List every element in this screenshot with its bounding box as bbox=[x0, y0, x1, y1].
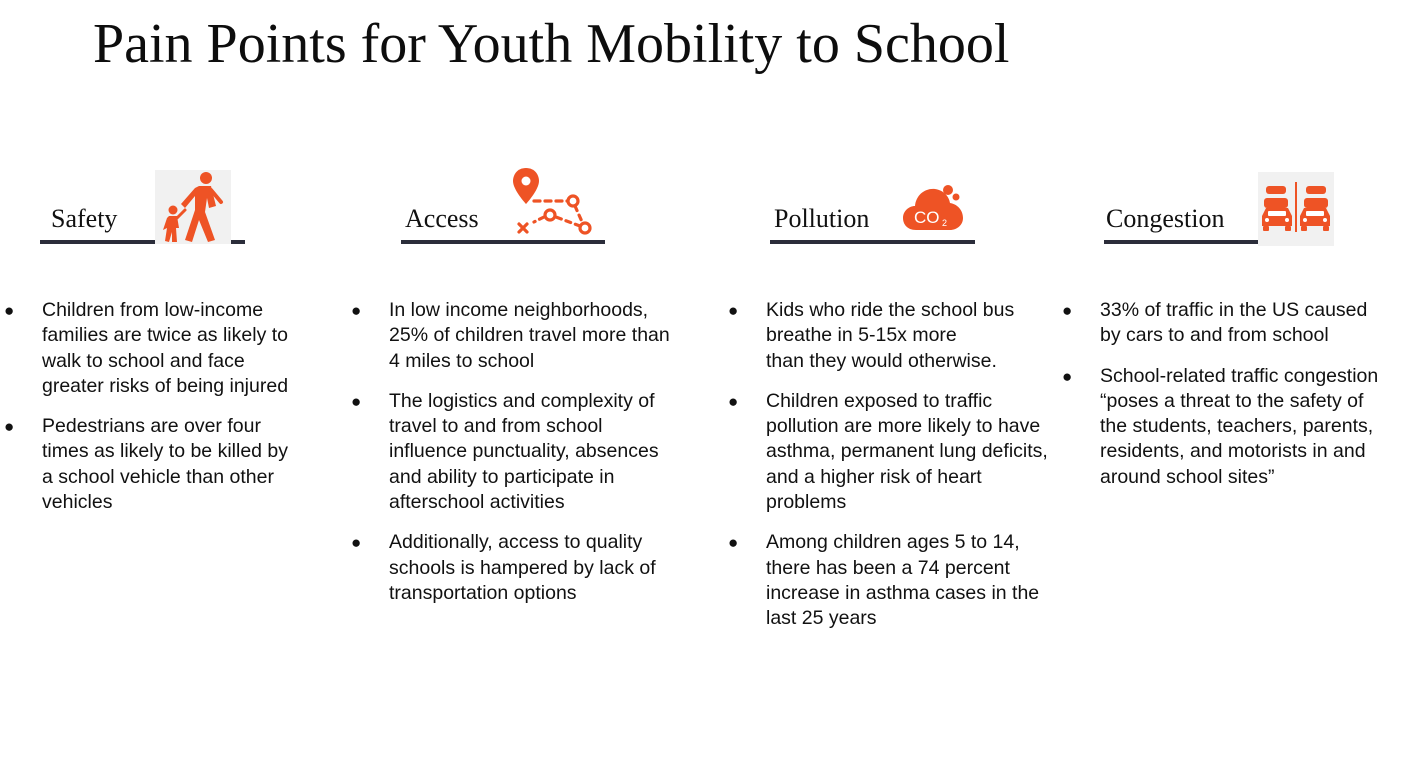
list-item bbox=[715, 389, 1075, 515]
co2-cloud-icon bbox=[902, 182, 966, 234]
bullet-dot: ● bbox=[351, 391, 362, 411]
bullet-dot: ● bbox=[4, 301, 15, 320]
list-item-text: School-related traffic congestion “poses a threat to the safety of the students, teachers, parents, residents, and motorists in and around school sites” bbox=[1100, 364, 1379, 488]
list-item bbox=[0, 414, 330, 515]
list-item bbox=[340, 298, 700, 374]
bullet-list-safety bbox=[0, 298, 330, 530]
list-item-text: Children exposed to traffic pollution are more likely to have asthma, permanent lung deficits, and a higher risk of heart problems bbox=[766, 389, 1048, 514]
heading-underline bbox=[401, 240, 605, 244]
section-heading-pollution: Pollution bbox=[774, 204, 870, 233]
bullet-list-pollution bbox=[715, 298, 1075, 647]
bullet-list-access bbox=[340, 298, 700, 621]
bullet-dot: ● bbox=[728, 301, 739, 320]
page-title: Pain Points for Youth Mobility to School bbox=[93, 13, 1010, 75]
list-item-text: The logistics and complexity of travel to and from school influence punctuality, absences and ability to participate in afterschool activities bbox=[389, 389, 659, 514]
list-item-text: In low income neighborhoods, 25% of children travel more than 4 miles to school bbox=[389, 299, 670, 372]
list-item-text: Kids who ride the school bus breathe in 5-15x more than they would otherwise. bbox=[766, 299, 1015, 372]
co2-subscript: 2 bbox=[942, 218, 948, 228]
map-route-pin-icon bbox=[510, 166, 596, 236]
list-item bbox=[340, 389, 700, 515]
list-item-text: Pedestrians are over four times as likely to be killed by a school vehicle than other vehicles bbox=[42, 415, 289, 514]
traffic-jam-cars-icon bbox=[1258, 172, 1334, 246]
bullet-dot: ● bbox=[351, 533, 362, 553]
bullet-dot: ● bbox=[728, 533, 739, 553]
section-header-access bbox=[400, 166, 610, 246]
bullet-dot: ● bbox=[728, 391, 739, 411]
list-item bbox=[0, 298, 330, 399]
section-heading-congestion: Congestion bbox=[1106, 204, 1225, 233]
adult-child-walking-icon bbox=[155, 170, 231, 244]
bullet-dot: ● bbox=[1062, 366, 1073, 386]
list-item-text: Additionally, access to quality schools is hampered by lack of transportation options bbox=[389, 531, 656, 604]
list-item-text: Children from low-income families are twice as likely to walk to school and face greater risks of being injured bbox=[42, 299, 289, 397]
bullet-dot: ● bbox=[351, 301, 362, 320]
section-header-congestion bbox=[1104, 168, 1344, 248]
list-item bbox=[1050, 298, 1409, 349]
bullet-dot: ● bbox=[1062, 301, 1073, 320]
list-item-text: Among children ages 5 to 14, there has been a 74 percent increase in asthma cases in the last 25 years bbox=[766, 531, 1040, 630]
co2-label: CO bbox=[914, 208, 940, 227]
list-item bbox=[1050, 364, 1409, 490]
bullet-dot: ● bbox=[4, 417, 15, 437]
list-item bbox=[715, 530, 1075, 631]
list-item bbox=[715, 298, 1075, 374]
list-item bbox=[340, 530, 700, 606]
section-header-safety bbox=[40, 168, 250, 248]
bullet-list-congestion bbox=[1050, 298, 1409, 505]
heading-underline bbox=[770, 240, 975, 244]
section-header-pollution bbox=[770, 168, 980, 248]
section-heading-access: Access bbox=[405, 204, 479, 233]
list-item-text: 33% of traffic in the US caused by cars to and from school bbox=[1100, 299, 1368, 347]
section-heading-safety: Safety bbox=[51, 204, 118, 233]
